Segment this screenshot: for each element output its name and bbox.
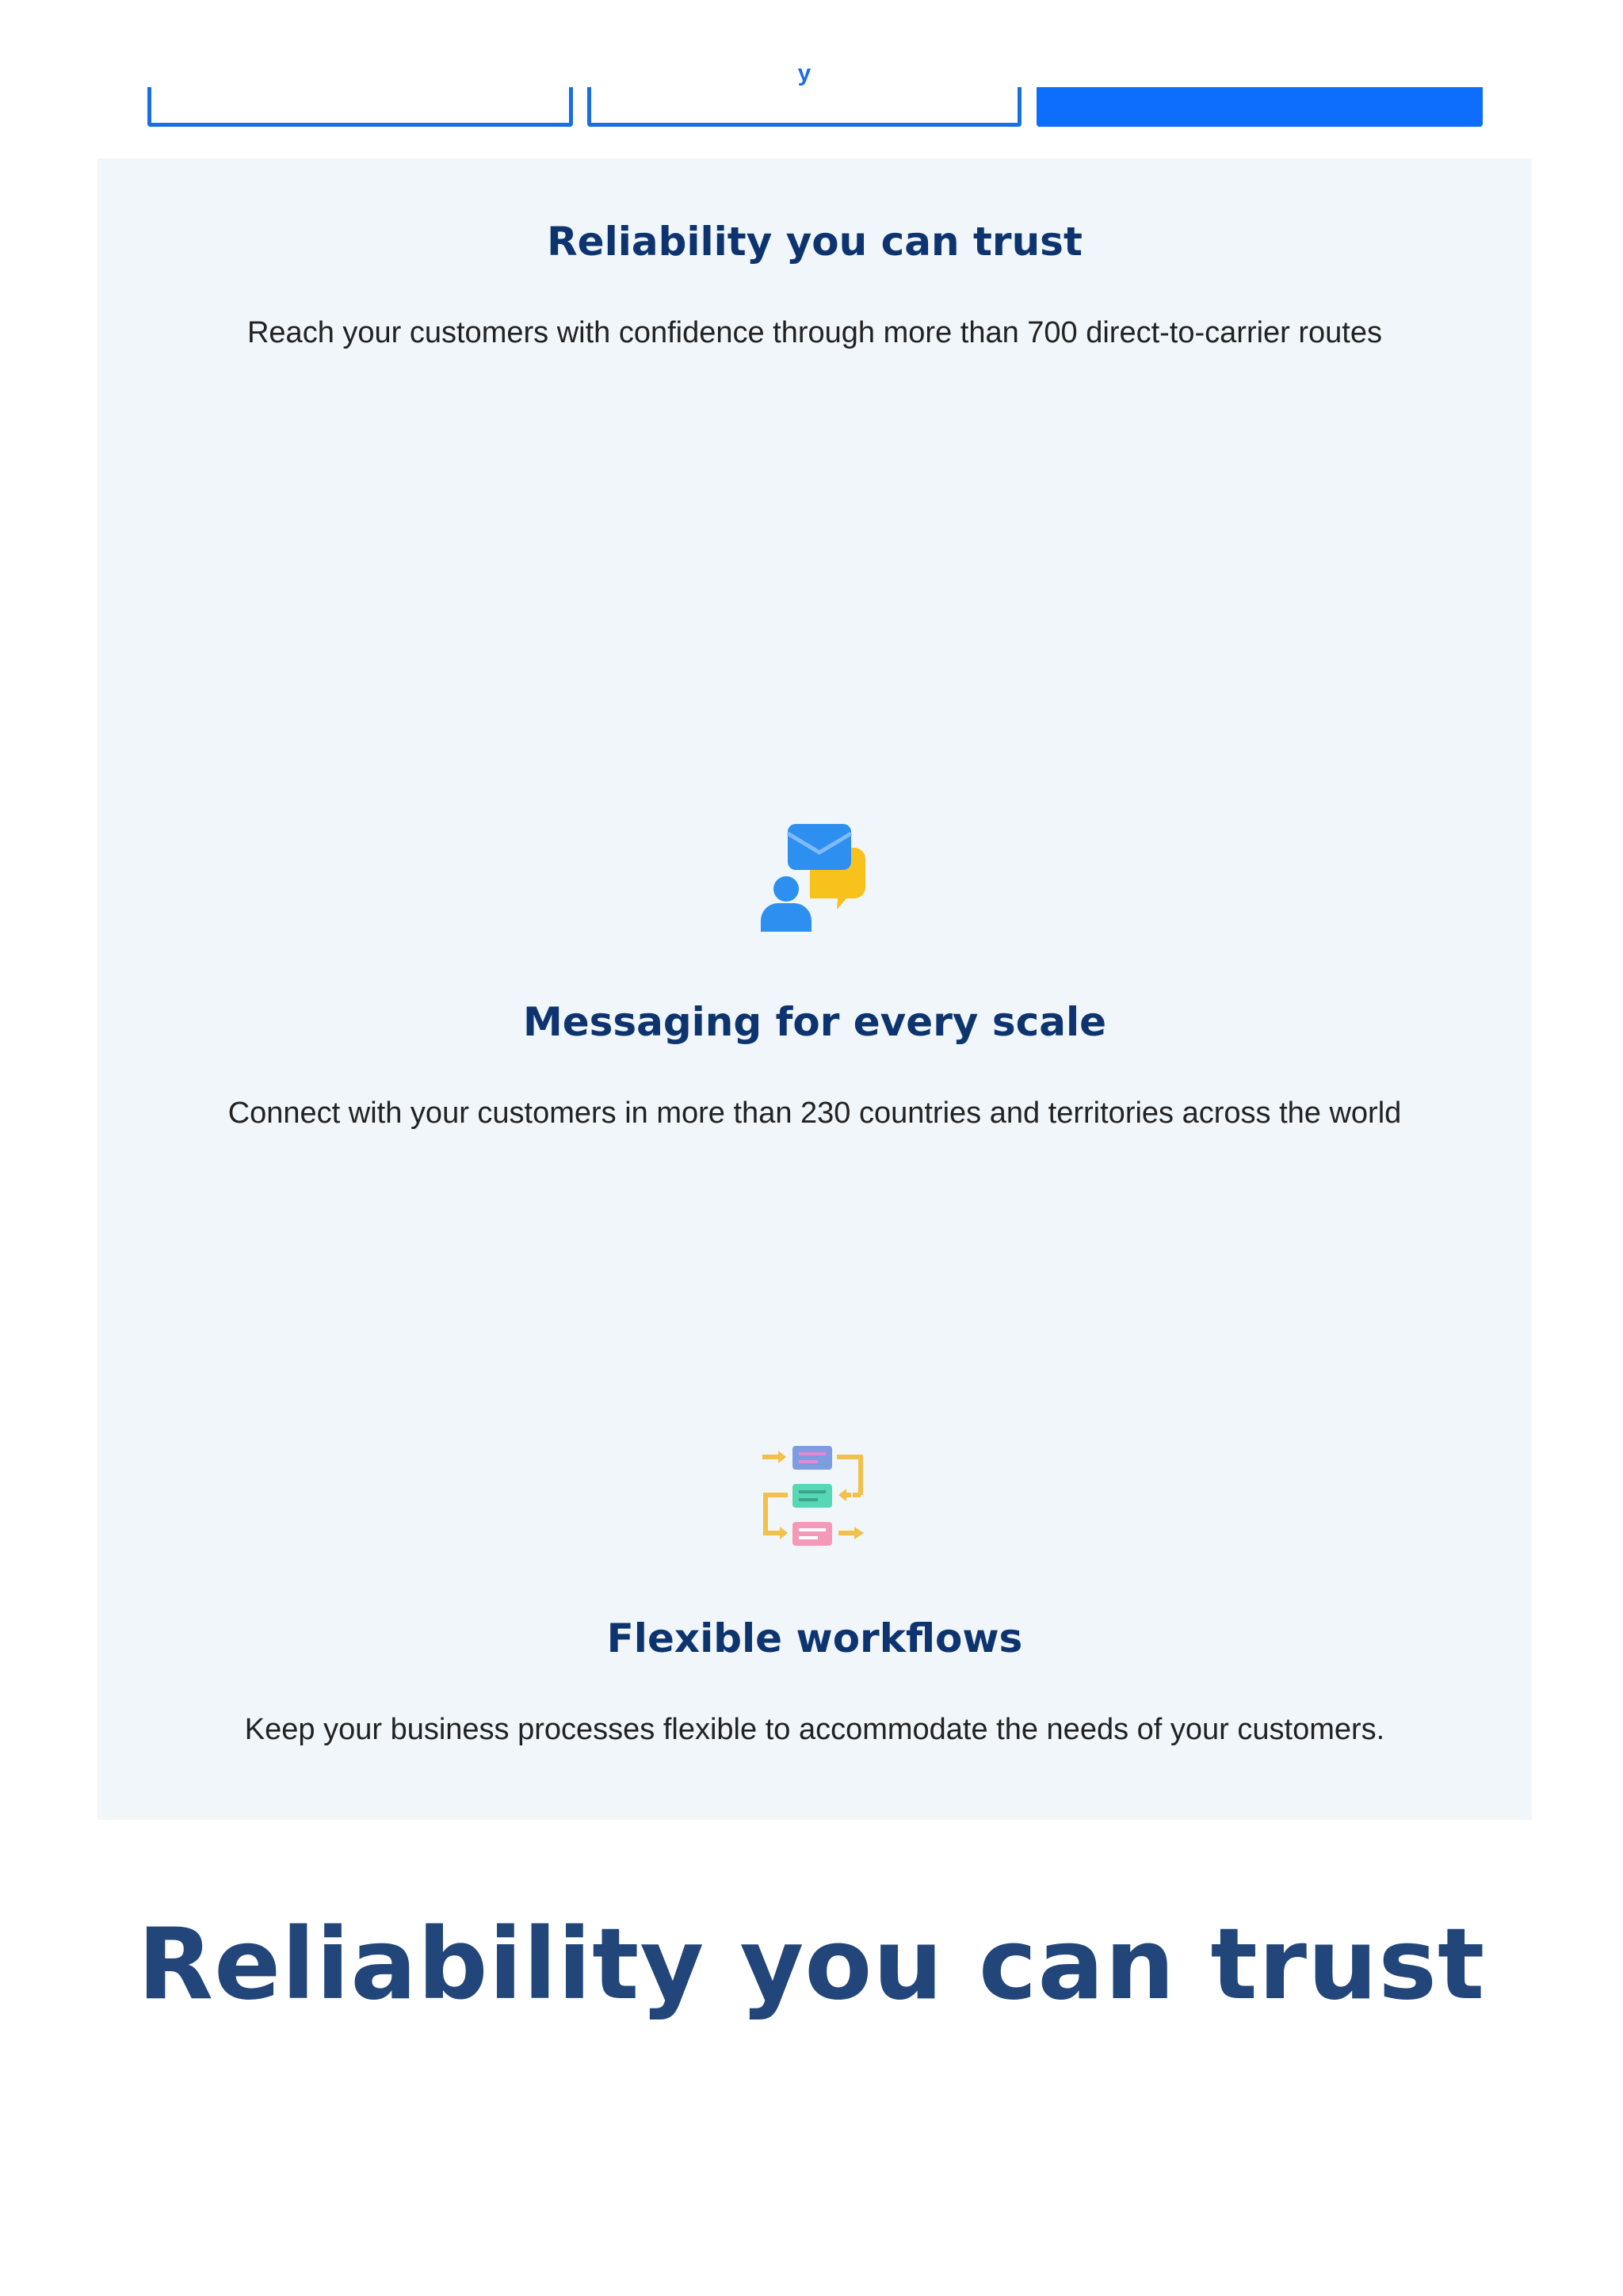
features-section xyxy=(97,158,1532,1820)
feature-description: Reach your customers with confidence through more than 700 direct-to-carrier routes xyxy=(246,316,1382,349)
tab-bar xyxy=(97,0,1532,158)
person-messaging-icon xyxy=(761,824,869,932)
tab-button-3[interactable] xyxy=(1037,60,1483,127)
feature-title: Reliability you can trust xyxy=(547,219,1083,265)
feature-description: Connect with your customers in more than 230 countries and territories across the world xyxy=(227,1097,1402,1130)
feature-title: Flexible workflows xyxy=(606,1615,1023,1661)
feature-messaging xyxy=(97,634,1532,1188)
feature-title: Messaging for every scale xyxy=(522,999,1107,1045)
section-heading: Reliability you can trust xyxy=(137,1908,1486,2022)
tab-button-1[interactable] xyxy=(147,87,573,127)
tab-button-3-label: p xyxy=(1252,60,1267,86)
feature-description: Keep your business processes flexible to accommodate the needs of your customers. xyxy=(244,1713,1385,1746)
tab-button-2-label: y xyxy=(797,60,812,86)
feature-workflows xyxy=(97,1268,1532,1746)
workflow-cards-icon xyxy=(761,1443,869,1550)
feature-reliability xyxy=(97,158,1532,555)
tab-button-2[interactable] xyxy=(587,60,1022,127)
